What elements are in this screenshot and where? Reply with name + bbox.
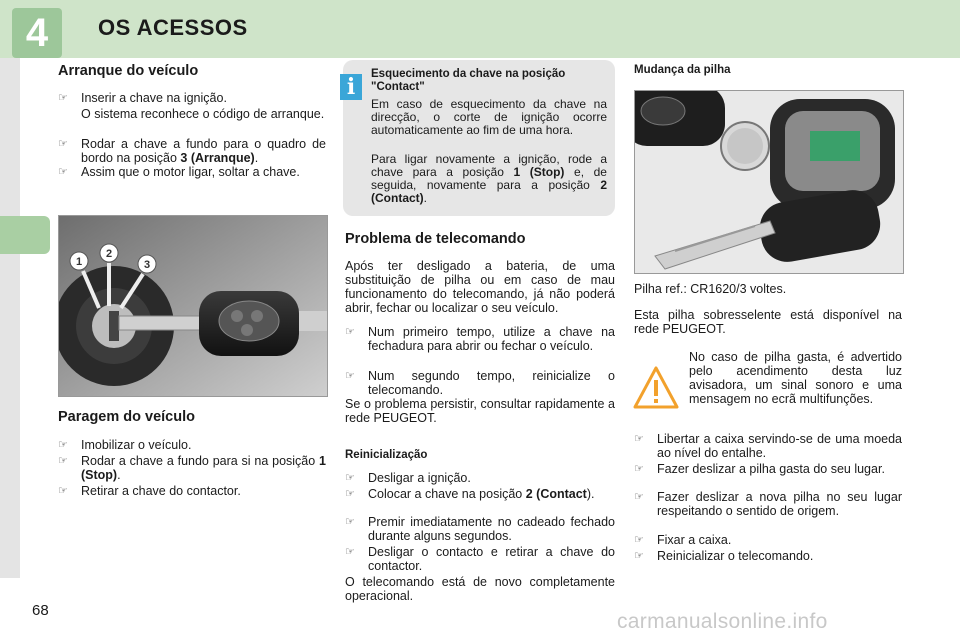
warning-triangle-icon	[633, 365, 679, 411]
bullet-icon: ☞	[58, 138, 68, 150]
bullet-icon: ☞	[634, 463, 644, 475]
telecomando-paragraph-1: Após ter desligado a bateria, de uma substituição de pilha ou em caso de mau funcionamento do telecomando, já não poderá abrir, fechar ou localizar o seu veículo.	[345, 259, 615, 315]
pilha-step-4: ☞ Fixar a caixa.	[634, 533, 732, 547]
reinit-paragraph: O telecomando está de novo completamente operacional.	[345, 575, 615, 603]
bullet-icon: ☞	[345, 472, 355, 484]
bullet-icon: ☞	[634, 534, 644, 546]
paragem-step-1: ☞ Imobilizar o veículo.	[58, 438, 192, 452]
telecomando-paragraph-2: Se o problema persistir, consultar rapidamente a rede PEUGEOT.	[345, 397, 615, 425]
bullet-icon: ☞	[345, 516, 355, 528]
watermark: carmanualsonline.info	[617, 610, 828, 633]
pilha-step-2: ☞ Fazer deslizar a pilha gasta do seu lugar.	[634, 462, 885, 476]
ignition-key-image	[58, 215, 328, 397]
page-title: OS ACESSOS	[98, 15, 248, 40]
telecomando-step-2: ☞ Num segundo tempo, reinicialize o telecomando.	[345, 369, 615, 397]
bullet-icon: ☞	[58, 485, 68, 497]
bullet-icon: ☞	[345, 370, 355, 382]
info-paragraph-2: Para ligar novamente a ignição, rode a chave para a posição 1 (Stop) e, de seguida, novamente para a posição 2 (Contact).	[371, 152, 607, 205]
bullet-icon: ☞	[345, 546, 355, 558]
paragem-step-3: ☞ Retirar a chave do contactor.	[58, 484, 241, 498]
paragem-step-2: ☞ Rodar a chave a fundo para si na posição 1 (Stop).	[58, 454, 326, 482]
arranque-step-1: ☞ Inserir a chave na ignição.	[58, 91, 227, 105]
bullet-icon: ☞	[58, 455, 68, 467]
remote-battery-illustration	[635, 91, 903, 273]
chapter-number: 4	[12, 8, 62, 58]
pilha-step-3: ☞ Fazer deslizar a nova pilha no seu lugar respeitando o sentido de origem.	[634, 490, 902, 518]
bullet-icon: ☞	[58, 439, 68, 451]
battery-availability: Esta pilha sobresselente está disponível na rede PEUGEOT.	[634, 308, 902, 336]
arranque-step-3: ☞ Assim que o motor ligar, soltar a chave.	[58, 165, 300, 179]
pilha-step-1: ☞ Libertar a caixa servindo-se de uma moeda ao nível do entalhe.	[634, 432, 902, 460]
bullet-icon: ☞	[58, 92, 68, 104]
remote-battery-image	[634, 90, 904, 274]
section-title-arranque: Arranque do veículo	[58, 63, 199, 79]
section-title-pilha: Mudança da pilha	[634, 64, 731, 76]
section-title-reinicializacao: Reinicialização	[345, 449, 428, 461]
bullet-icon: ☞	[58, 166, 68, 178]
arranque-step-2: ☞ Rodar a chave a fundo para o quadro de bordo na posição 3 (Arranque).	[58, 137, 326, 165]
reinit-step-4: ☞ Desligar o contacto e retirar a chave do contactor.	[345, 545, 615, 573]
position-label-1: 1	[75, 256, 83, 268]
chapter-side-tab	[0, 216, 50, 254]
bullet-icon: ☞	[634, 550, 644, 562]
telecomando-step-1: ☞ Num primeiro tempo, utilize a chave na fechadura para abrir ou fechar o veículo.	[345, 325, 615, 353]
ignition-key-illustration	[59, 216, 327, 396]
arranque-step-1-note: O sistema reconhece o código de arranque.	[81, 107, 325, 121]
pilha-step-5: ☞ Reinicializar o telecomando.	[634, 549, 814, 563]
reinit-step-3: ☞ Premir imediatamente no cadeado fechado durante alguns segundos.	[345, 515, 615, 543]
bullet-icon: ☞	[634, 433, 644, 445]
side-band	[0, 58, 20, 578]
bullet-icon: ☞	[345, 326, 355, 338]
position-label-2: 2	[105, 248, 113, 260]
bullet-icon: ☞	[345, 488, 355, 500]
section-title-paragem: Paragem do veículo	[58, 409, 195, 425]
position-label-3: 3	[143, 259, 151, 271]
info-paragraph-1: Em caso de esquecimento da chave na direcção, o corte de ignição ocorre automaticamente ao fim de uma hora.	[371, 97, 607, 137]
battery-warning-text: No caso de pilha gasta, é advertido pelo acendimento desta luz avisadora, um sinal sonoro e uma mensagem no ecrã multifunções.	[689, 350, 902, 406]
info-icon: i	[340, 74, 362, 100]
reinit-step-1: ☞ Desligar a ignição.	[345, 471, 471, 485]
bullet-icon: ☞	[634, 491, 644, 503]
info-title: Esquecimento da chave na posição "Contact"	[371, 68, 566, 93]
battery-reference: Pilha ref.: CR1620/3 voltes.	[634, 282, 787, 296]
section-title-telecomando: Problema de telecomando	[345, 231, 526, 247]
page-number: 68	[32, 602, 49, 619]
reinit-step-2: ☞ Colocar a chave na posição 2 (Contact).	[345, 487, 595, 501]
